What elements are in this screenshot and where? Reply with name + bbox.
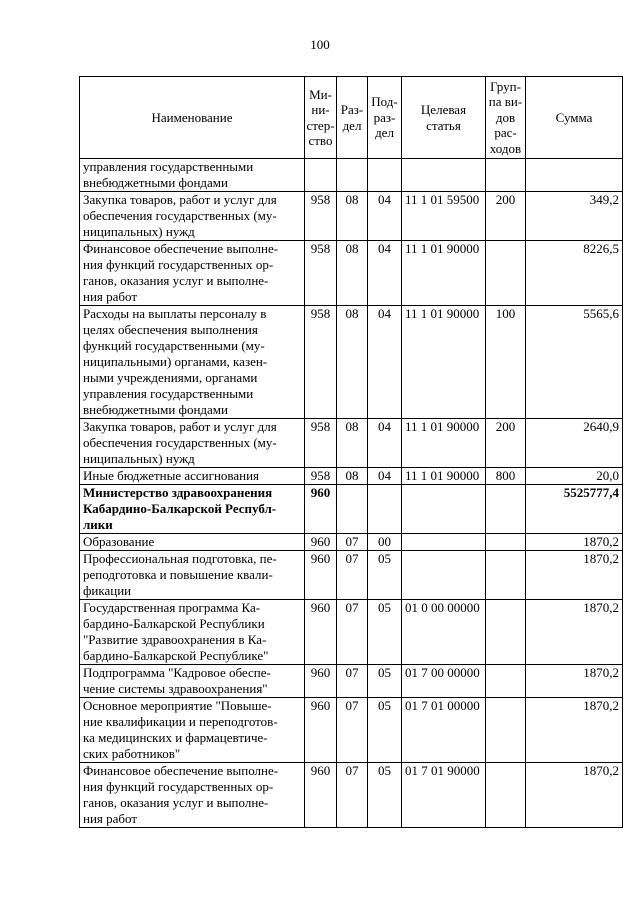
table-row [80, 551, 623, 600]
row-group-cell: 100 [486, 306, 526, 419]
row-group-cell [486, 698, 526, 763]
header-section: Раз- дел [337, 77, 368, 159]
row-name-cell: Подпрограмма "Кадровое обеспе- чение системы здравоохранения" [80, 665, 305, 698]
row-subsection-cell: 05 [368, 698, 402, 763]
row-section-cell: 07 [337, 763, 368, 828]
row-subsection-cell: 05 [368, 551, 402, 600]
row-target-cell: 01 7 01 00000 [402, 698, 486, 763]
row-subsection-cell: 05 [368, 665, 402, 698]
row-ministry-cell: 958 [305, 468, 337, 485]
row-section-cell [337, 485, 368, 534]
row-section-cell [337, 159, 368, 192]
header-subsection: Под- раз- дел [368, 77, 402, 159]
row-sum-cell: 1870,2 [526, 763, 623, 828]
table-row [80, 600, 623, 665]
row-subsection-cell [368, 159, 402, 192]
row-section-cell: 07 [337, 551, 368, 600]
row-name-cell: Финансовое обеспечение выполне- ния функций государственных ор- ганов, оказания услуг и выполне- ния работ [80, 241, 305, 306]
row-group-cell [486, 551, 526, 600]
table-row [80, 306, 623, 419]
row-sum-cell: 1870,2 [526, 551, 623, 600]
table-row [80, 159, 623, 192]
row-ministry-cell: 958 [305, 192, 337, 241]
table-row [80, 192, 623, 241]
table-row [80, 665, 623, 698]
row-sum-cell: 1870,2 [526, 698, 623, 763]
row-group-cell: 200 [486, 419, 526, 468]
row-ministry-cell: 960 [305, 551, 337, 600]
row-sum-cell: 5525777,4 [526, 485, 623, 534]
table-row [80, 534, 623, 551]
row-ministry-cell [305, 159, 337, 192]
table-row [80, 698, 623, 763]
header-sum: Сумма [526, 77, 623, 159]
row-subsection-cell: 05 [368, 763, 402, 828]
row-target-cell: 11 1 01 90000 [402, 241, 486, 306]
header-name: Наименование [80, 77, 305, 159]
row-ministry-cell: 958 [305, 241, 337, 306]
row-name-cell: Финансовое обеспечение выполне- ния функций государственных ор- ганов, оказания услуг и выполне- ния работ [80, 763, 305, 828]
row-ministry-cell: 958 [305, 419, 337, 468]
row-group-cell: 800 [486, 468, 526, 485]
row-ministry-cell: 960 [305, 534, 337, 551]
row-target-cell [402, 485, 486, 534]
row-section-cell: 08 [337, 192, 368, 241]
row-group-cell [486, 600, 526, 665]
row-ministry-cell: 960 [305, 600, 337, 665]
row-section-cell: 07 [337, 665, 368, 698]
header-target: Целевая статья [402, 77, 486, 159]
row-sum-cell [526, 159, 623, 192]
row-subsection-cell: 04 [368, 468, 402, 485]
row-target-cell: 01 7 00 00000 [402, 665, 486, 698]
row-group-cell [486, 763, 526, 828]
row-subsection-cell: 04 [368, 306, 402, 419]
row-section-cell: 07 [337, 600, 368, 665]
table-row [80, 241, 623, 306]
row-name-cell: Профессиональная подготовка, пе- реподготовка и повышение квали- фикации [80, 551, 305, 600]
row-subsection-cell: 04 [368, 192, 402, 241]
row-name-cell: Государственная программа Ка- бардино-Балкарской Республики "Развитие здравоохранения в Ка- бардино-Балкарской Республике" [80, 600, 305, 665]
row-target-cell [402, 534, 486, 551]
row-group-cell [486, 665, 526, 698]
row-section-cell: 07 [337, 534, 368, 551]
row-ministry-cell: 960 [305, 665, 337, 698]
row-target-cell: 11 1 01 90000 [402, 306, 486, 419]
row-section-cell: 08 [337, 468, 368, 485]
row-target-cell [402, 551, 486, 600]
row-ministry-cell: 958 [305, 306, 337, 419]
row-ministry-cell: 960 [305, 485, 337, 534]
row-name-cell: Расходы на выплаты персоналу в целях обеспечения выполнения функций государственными (му- ниципальными) органами, казен- ными учреждениями, органами управления государственными внебюджетными фондами [80, 306, 305, 419]
header-ministry: Ми- ни- стер- ство [305, 77, 337, 159]
row-target-cell: 01 7 01 90000 [402, 763, 486, 828]
row-ministry-cell: 960 [305, 698, 337, 763]
row-name-cell: Закупка товаров, работ и услуг для обеспечения государственных (му- ниципальных) нужд [80, 419, 305, 468]
row-target-cell: 11 1 01 90000 [402, 419, 486, 468]
row-subsection-cell: 04 [368, 241, 402, 306]
table-body [80, 159, 623, 828]
row-section-cell: 08 [337, 241, 368, 306]
row-section-cell: 07 [337, 698, 368, 763]
table-header-row [80, 77, 623, 159]
row-sum-cell: 5565,6 [526, 306, 623, 419]
table-row [80, 485, 623, 534]
row-name-cell: Министерство здравоохранения Кабардино-Балкарской Республ- лики [80, 485, 305, 534]
row-subsection-cell: 05 [368, 600, 402, 665]
row-group-cell [486, 534, 526, 551]
row-name-cell: Основное мероприятие "Повыше- ние квалификации и переподготов- ка медицинских и фармацевтиче- ских работников" [80, 698, 305, 763]
row-section-cell: 08 [337, 419, 368, 468]
row-sum-cell: 2640,9 [526, 419, 623, 468]
row-target-cell: 11 1 01 90000 [402, 468, 486, 485]
row-target-cell: 11 1 01 59500 [402, 192, 486, 241]
row-group-cell [486, 485, 526, 534]
row-subsection-cell: 00 [368, 534, 402, 551]
row-sum-cell: 1870,2 [526, 600, 623, 665]
row-group-cell [486, 159, 526, 192]
row-name-cell: управления государственными внебюджетными фондами [80, 159, 305, 192]
row-group-cell [486, 241, 526, 306]
row-sum-cell: 20,0 [526, 468, 623, 485]
row-subsection-cell [368, 485, 402, 534]
row-name-cell: Закупка товаров, работ и услуг для обеспечения государственных (му- ниципальных) нужд [80, 192, 305, 241]
row-group-cell: 200 [486, 192, 526, 241]
row-sum-cell: 349,2 [526, 192, 623, 241]
row-sum-cell: 1870,2 [526, 534, 623, 551]
row-target-cell: 01 0 00 00000 [402, 600, 486, 665]
header-group: Груп- па ви- дов рас- ходов [486, 77, 526, 159]
row-subsection-cell: 04 [368, 419, 402, 468]
row-sum-cell: 1870,2 [526, 665, 623, 698]
row-name-cell: Иные бюджетные ассигнования [80, 468, 305, 485]
table-row [80, 468, 623, 485]
row-target-cell [402, 159, 486, 192]
table-row [80, 419, 623, 468]
table-row [80, 763, 623, 828]
page-number: 100 [310, 37, 330, 52]
row-ministry-cell: 960 [305, 763, 337, 828]
row-section-cell: 08 [337, 306, 368, 419]
row-name-cell: Образование [80, 534, 305, 551]
budget-table [79, 76, 623, 828]
row-sum-cell: 8226,5 [526, 241, 623, 306]
